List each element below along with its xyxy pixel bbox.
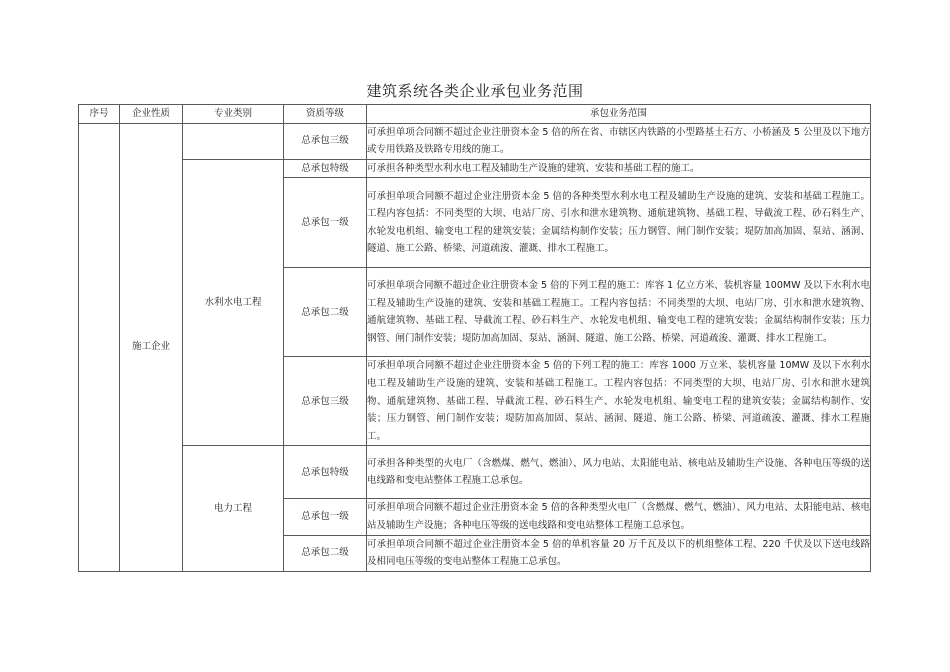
scope-cell: 可承担单项合同额不超过企业注册资本金 5 倍的下列工程的施工：库容 1 亿立方米、装机容量 100MW 及以下水利水电工程及辅助生产设施的建筑、安装和基础工程施工。工程内容包括：不同类型的大坝、电站厂房、引水和泄水建筑物、通航建筑物、基础工程、导截流工程、砂石料生产、水轮发电机组、输变电工程的建筑安装；金属结构制作安装；压力钢管、闸门制作安装；堤防加高加固、泵站、涵洞、隧道、施工公路、桥梁、河道疏浚、灌溉、排水工程施工。 xyxy=(367,268,871,357)
scope-cell: 可承担各种类型的火电厂（含燃煤、燃气、燃油）、风力电站、太阳能电站、核电站及辅助生产设施、各种电压等级的送电线路和变电站整体工程施工总承包。 xyxy=(367,446,871,499)
scope-cell: 可承担单项合同额不超过企业注册资本金 5 倍的所在省、市辖区内铁路的小型路基土石方、小桥涵及 5 公里及以下地方或专用铁路及铁路专用线的施工。 xyxy=(367,123,871,159)
grade-cell: 总承包特级 xyxy=(284,446,367,499)
grade-cell: 总承包二级 xyxy=(284,268,367,357)
table-row xyxy=(79,159,871,178)
category-cell: 电力工程 xyxy=(183,446,284,571)
grade-cell: 总承包三级 xyxy=(284,357,367,446)
scope-cell: 可承担单项合同额不超过企业注册资本金 5 倍的单机容量 20 万千瓦及以下的机组整体工程、220 千伏及以下送电线路及相同电压等级的变电站整体工程施工总承包。 xyxy=(367,535,871,571)
enterprise-nature-cell: 施工企业 xyxy=(120,123,183,571)
header-grade: 资质等级 xyxy=(284,105,367,124)
header-nature: 企业性质 xyxy=(120,105,183,124)
scope-cell: 可承担各种类型水利水电工程及辅助生产设施的建筑、安装和基础工程的施工。 xyxy=(367,159,871,178)
header-category: 专业类别 xyxy=(183,105,284,124)
table-row xyxy=(79,446,871,499)
header-seq: 序号 xyxy=(79,105,120,124)
grade-cell: 总承包一级 xyxy=(284,499,367,535)
business-scope-table xyxy=(78,104,871,572)
scope-cell: 可承担单项合同额不超过企业注册资本金 5 倍的各种类型水利水电工程及辅助生产设施的建筑、安装和基础工程施工。工程内容包括：不同类型的大坝、电站厂房、引水和泄水建筑物、通航建筑物、基础工程、导截流工程、砂石料生产、水轮发电机组、输变电工程的建筑安装；金属结构制作安装；压力钢管、闸门制作安装；堤防加高加固、泵站、涵洞、隧道、施工公路、桥梁、河道疏浚、灌溉、排水工程施工。 xyxy=(367,178,871,268)
grade-cell: 总承包特级 xyxy=(284,159,367,178)
scope-cell: 可承担单项合同额不超过企业注册资本金 5 倍的下列工程的施工：库容 1000 万立米、装机容量 10MW 及以下水利水电工程及辅助生产设施的建筑、安装和基础工程施工。工程内容包括：不同类型的大坝、电站厂房、引水和泄水建筑物、通航建筑物、基础工程、导截流工程、砂石料生产、水轮发电机组、输变电工程的建筑安装；金属结构制作、安装；压力钢管、闸门制作安装；堤防加高加固、泵站、涵洞、隧道、施工公路、桥梁、河道疏浚、灌溉、排水工程施工。 xyxy=(367,357,871,446)
table-header-row xyxy=(79,105,871,124)
header-scope: 承包业务范围 xyxy=(367,105,871,124)
document-title: 建筑系统各类企业承包业务范围 xyxy=(366,82,584,100)
scope-cell: 可承担单项合同额不超过企业注册资本金 5 倍的各种类型火电厂（含燃煤、燃气、燃油）、风力电站、太阳能电站、核电站及辅助生产设施；各种电压等级的送电线路和变电站整体工程施工总承包。 xyxy=(367,499,871,535)
table-row xyxy=(79,123,871,159)
grade-cell: 总承包二级 xyxy=(284,535,367,571)
grade-cell: 总承包三级 xyxy=(284,123,367,159)
grade-cell: 总承包一级 xyxy=(284,178,367,268)
category-cell: 水利水电工程 xyxy=(183,159,284,446)
category-cell xyxy=(183,123,284,159)
seq-cell xyxy=(79,123,120,571)
